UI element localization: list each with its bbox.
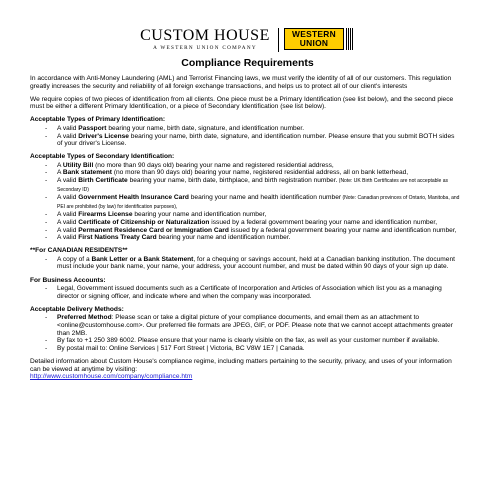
item-text: bearing your name and identification number. <box>156 234 291 242</box>
compliance-link[interactable]: http://www.customhouse.com/company/compliance.htm <box>30 373 193 381</box>
wu-logo-line1: WESTERN <box>292 29 336 39</box>
item-text: A valid <box>57 219 79 226</box>
list-item <box>30 194 460 211</box>
brand-tagline: A WESTERN UNION COMPANY <box>153 45 257 51</box>
item-bold: Permanent Residence Card or Immigration Card <box>78 226 229 234</box>
item-text: A valid <box>57 226 79 234</box>
item-bold: First Nations Treaty Card <box>78 234 157 242</box>
item-bold: Firearms License <box>78 211 133 219</box>
business-list <box>30 285 460 300</box>
primary-heading: Acceptable Types of Primary Identification: <box>30 116 166 124</box>
intro-paragraph-1: In accordance with Anti-Money Laundering (AML) and Terrorist Financing laws, we must verify the identity of all of our customers. This regulation greatly increases the security and reliability of all foreign exchange transactions, and helps us to protect all of our client's interests <box>30 75 452 90</box>
item-bold: Utility Bill <box>62 161 94 169</box>
item-text: bearing your name and identification number, <box>132 211 267 219</box>
item-text: A valid <box>57 177 79 185</box>
secondary-list <box>30 162 460 242</box>
item-note: (Note: UK Birth Certificates are not acceptable as Secondary ID) <box>57 178 448 193</box>
list-item <box>30 234 460 242</box>
item-bold: Driver's License <box>78 132 129 140</box>
header-logos <box>136 28 366 54</box>
list-item <box>30 256 460 271</box>
item-text: bearing your name and health identification number <box>188 194 342 202</box>
list-item <box>30 169 460 177</box>
list-item <box>30 345 460 353</box>
item-text: A <box>57 161 63 169</box>
business-heading: For Business Accounts: <box>30 276 106 284</box>
list-item <box>30 337 460 345</box>
item-text: bearing your name, birth date, signature, and identification number. <box>106 124 305 132</box>
item-text: bearing your name, birth date, birthplace, and birth registration number. <box>127 177 338 185</box>
list-item <box>30 162 460 170</box>
primary-list <box>30 125 460 148</box>
page-title: Compliance Requirements <box>181 57 314 69</box>
item-bold: Bank Letter or a Bank Statement <box>91 255 194 263</box>
item-text: A valid <box>57 194 79 202</box>
item-text: issued by a federal government bearing your name and identification number, <box>228 226 457 234</box>
list-item <box>30 314 460 337</box>
canadian-heading: **For CANADIAN RESIDENTS** <box>30 247 128 255</box>
item-text: By fax to +1 250 389 6002. Please ensure that your name is clearly visible on the fax, as well as your customer number if available. <box>57 337 440 345</box>
item-text: A <box>57 169 63 177</box>
list-item <box>30 227 460 235</box>
list-item <box>30 133 460 148</box>
item-text: A copy of a <box>57 255 92 263</box>
item-text: A valid <box>57 132 79 140</box>
item-text: A valid <box>57 124 79 132</box>
delivery-heading: Acceptable Delivery Methods: <box>30 305 124 313</box>
list-item <box>30 211 460 219</box>
item-bold: Bank statement <box>62 169 112 177</box>
item-text: : Please scan or take a digital picture of your compliance documents, and email them as an attachment to <online@customhouse.com>. Our preferred file formats are JPEG, GIF, or PDF. Please note that we cannot accept attachments greater than 2MB. <box>57 314 453 337</box>
item-text: , for a chequing or savings account, held at a Canadian banking institution. The document must include your bank name, your name, your address, your account number, and must be dated within 90 days of your sign up date. <box>57 255 455 271</box>
list-item <box>30 285 460 300</box>
brand-name: CUSTOM HOUSE <box>140 27 270 44</box>
list-item <box>30 177 460 194</box>
item-text: issued by a federal government bearing your name and identification number, <box>209 219 438 226</box>
item-text: (no more than 90 days old) bearing your name, registered residential address, all on bank letterhead, <box>111 169 409 177</box>
logo-divider <box>278 28 279 52</box>
western-union-logo <box>284 28 344 50</box>
wu-bars-icon <box>346 28 354 50</box>
item-bold: Passport <box>78 124 107 132</box>
item-text: A valid <box>57 211 79 219</box>
custom-house-logo <box>136 28 274 52</box>
list-item <box>30 125 460 133</box>
item-bold: Birth Certificate <box>78 177 128 185</box>
delivery-list <box>30 314 460 352</box>
item-text: (no more than 90 days old) bearing your name and registered residential address, <box>93 161 334 169</box>
list-item <box>30 219 460 227</box>
item-text: A valid <box>57 234 79 242</box>
footer-note <box>30 358 460 381</box>
canadian-list <box>30 256 460 271</box>
intro-paragraph-2: We require copies of two pieces of identification from all clients. One piece must be a Primary Identification (see list below), and the second piece must be either a different Primary Identification, or a piece of Secondary Identification (see list below). <box>30 95 454 111</box>
item-text: bearing your name, birth date, signature, and identification number. Please ensure that you submit BOTH sides of your driver's License. <box>57 132 455 148</box>
item-bold: Certificate of Citizenship or Naturalization <box>78 219 210 226</box>
footer-text: Detailed information about Custom House's compliance regime, including matters pertaining to the security, privacy, and uses of your information can be viewed at anytime by visiting: <box>30 357 452 373</box>
document-body <box>30 75 460 381</box>
item-text: Legal, Government issued documents such as a Certificate of Incorporation and Articles of Association which list you as a managing director or signing officer, and indicate where and when the company was incorporated. <box>57 285 442 300</box>
item-text: By postal mail to: Online Services | 517 Fort Street | Victoria, BC V8W 1E7 | Canada. <box>57 344 305 352</box>
wu-logo-line2: UNION <box>299 38 329 48</box>
item-bold: Preferred Method <box>57 314 112 322</box>
item-bold: Government Health Insurance Card <box>78 194 189 202</box>
item-note: (Note: Canadian provinces of Ontario, Manitoba, and PEI are prohibited (by law) for identification purposes), <box>57 195 460 210</box>
secondary-heading: Acceptable Types of Secondary Identification: <box>30 153 175 161</box>
